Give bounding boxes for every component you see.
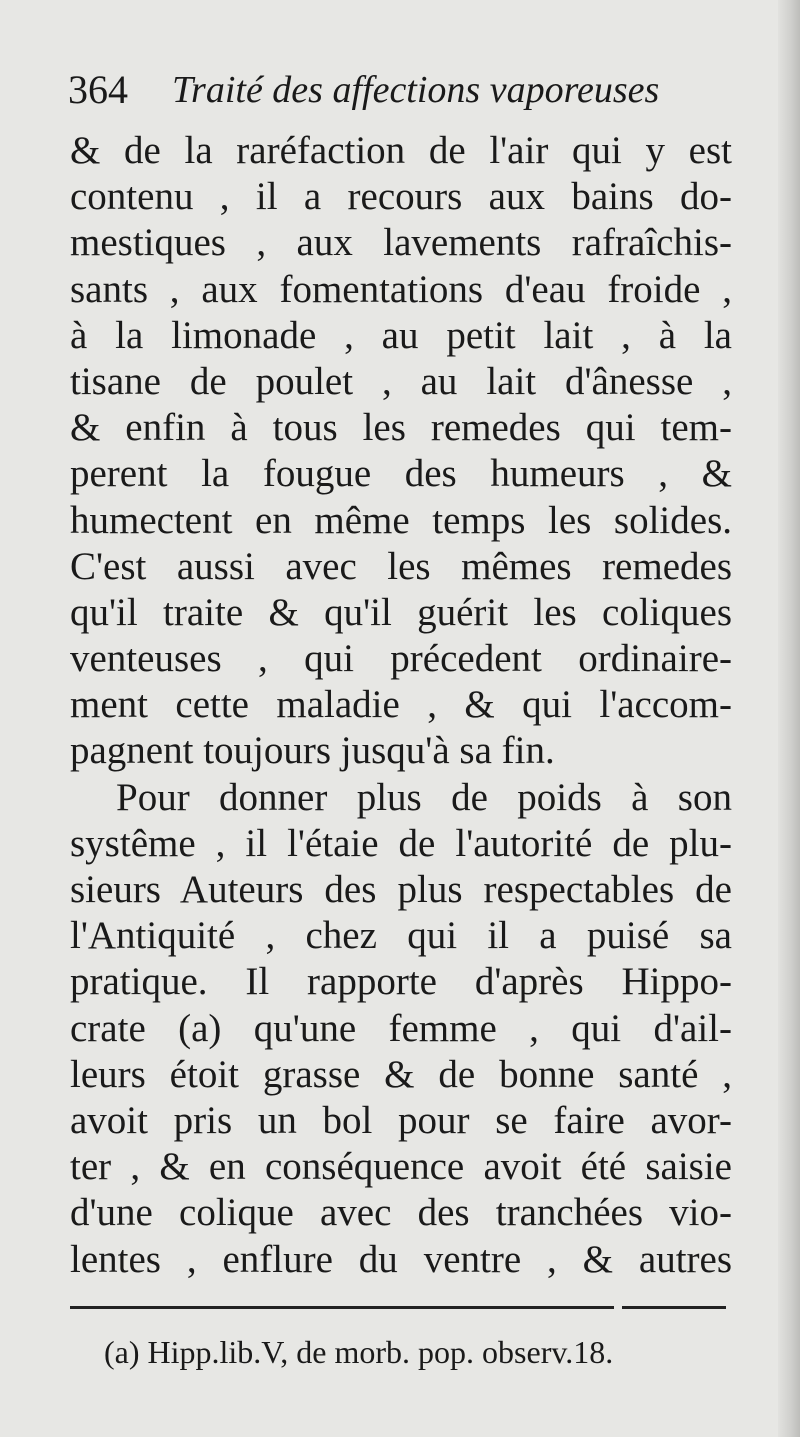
text-line: crate (a) qu'une femme , qui d'ail- (70, 1006, 732, 1050)
text-line: leurs étoit grasse & de bonne santé , (70, 1052, 732, 1096)
footnote-rule (70, 1306, 726, 1309)
paragraph-end-line: pagnent toujours jusqu'à sa fin. (70, 729, 555, 773)
text-line: mestiques , aux lavements rafraîchis- (70, 221, 732, 265)
text-line: tisane de poulet , au lait d'ânesse , (70, 359, 732, 403)
body-text (70, 128, 732, 1283)
footnote-rule-break (614, 1305, 622, 1310)
text-line: avoit pris un bol pour se faire avor- (70, 1098, 732, 1142)
page-edge-shadow (778, 0, 800, 1437)
text-line: ter , & en conséquence avoit été saisie (70, 1145, 732, 1189)
text-line: lentes , enflure du ventre , & autres (70, 1237, 732, 1281)
text-line: qu'il traite & qu'il guérit les coliques (70, 590, 732, 634)
text-line: d'une colique avec des tranchées vio- (70, 1191, 732, 1235)
text-line: & de la raréfaction de l'air qui y est (70, 129, 732, 172)
text-line: pratique. Il rapporte d'après Hippo- (70, 960, 732, 1004)
text-line: systême , il l'étaie de l'autorité de plu- (70, 821, 732, 865)
paragraph-start-line: Pour donner plus de poids à son (116, 775, 732, 819)
text-line: venteuses , qui précedent ordinaire- (70, 637, 732, 681)
text-line: humectent en même temps les solides. (70, 498, 732, 542)
text-line: sieurs Auteurs des plus respectables de (70, 868, 732, 911)
text-line: & enfin à tous les remedes qui tem- (70, 406, 732, 450)
text-line: contenu , il a recours aux bains do- (70, 175, 732, 219)
text-line: perent la fougue des humeurs , & (70, 452, 732, 496)
text-line: C'est aussi avec les mêmes remedes (70, 544, 732, 588)
footnote: (a) Hipp.lib.V, de morb. pop. observ.18. (104, 1334, 614, 1370)
text-line: ment cette maladie , & qui l'accom- (70, 683, 732, 727)
text-line: à la limonade , au petit lait , à la (70, 313, 732, 357)
page-number: 364 (68, 67, 128, 112)
text-line: sants , aux fomentations d'eau froide , (70, 267, 732, 311)
text-line: l'Antiquité , chez qui il a puisé sa (70, 914, 732, 958)
page-header (68, 62, 728, 122)
running-title: Traité des affections vaporeuses (172, 69, 660, 111)
